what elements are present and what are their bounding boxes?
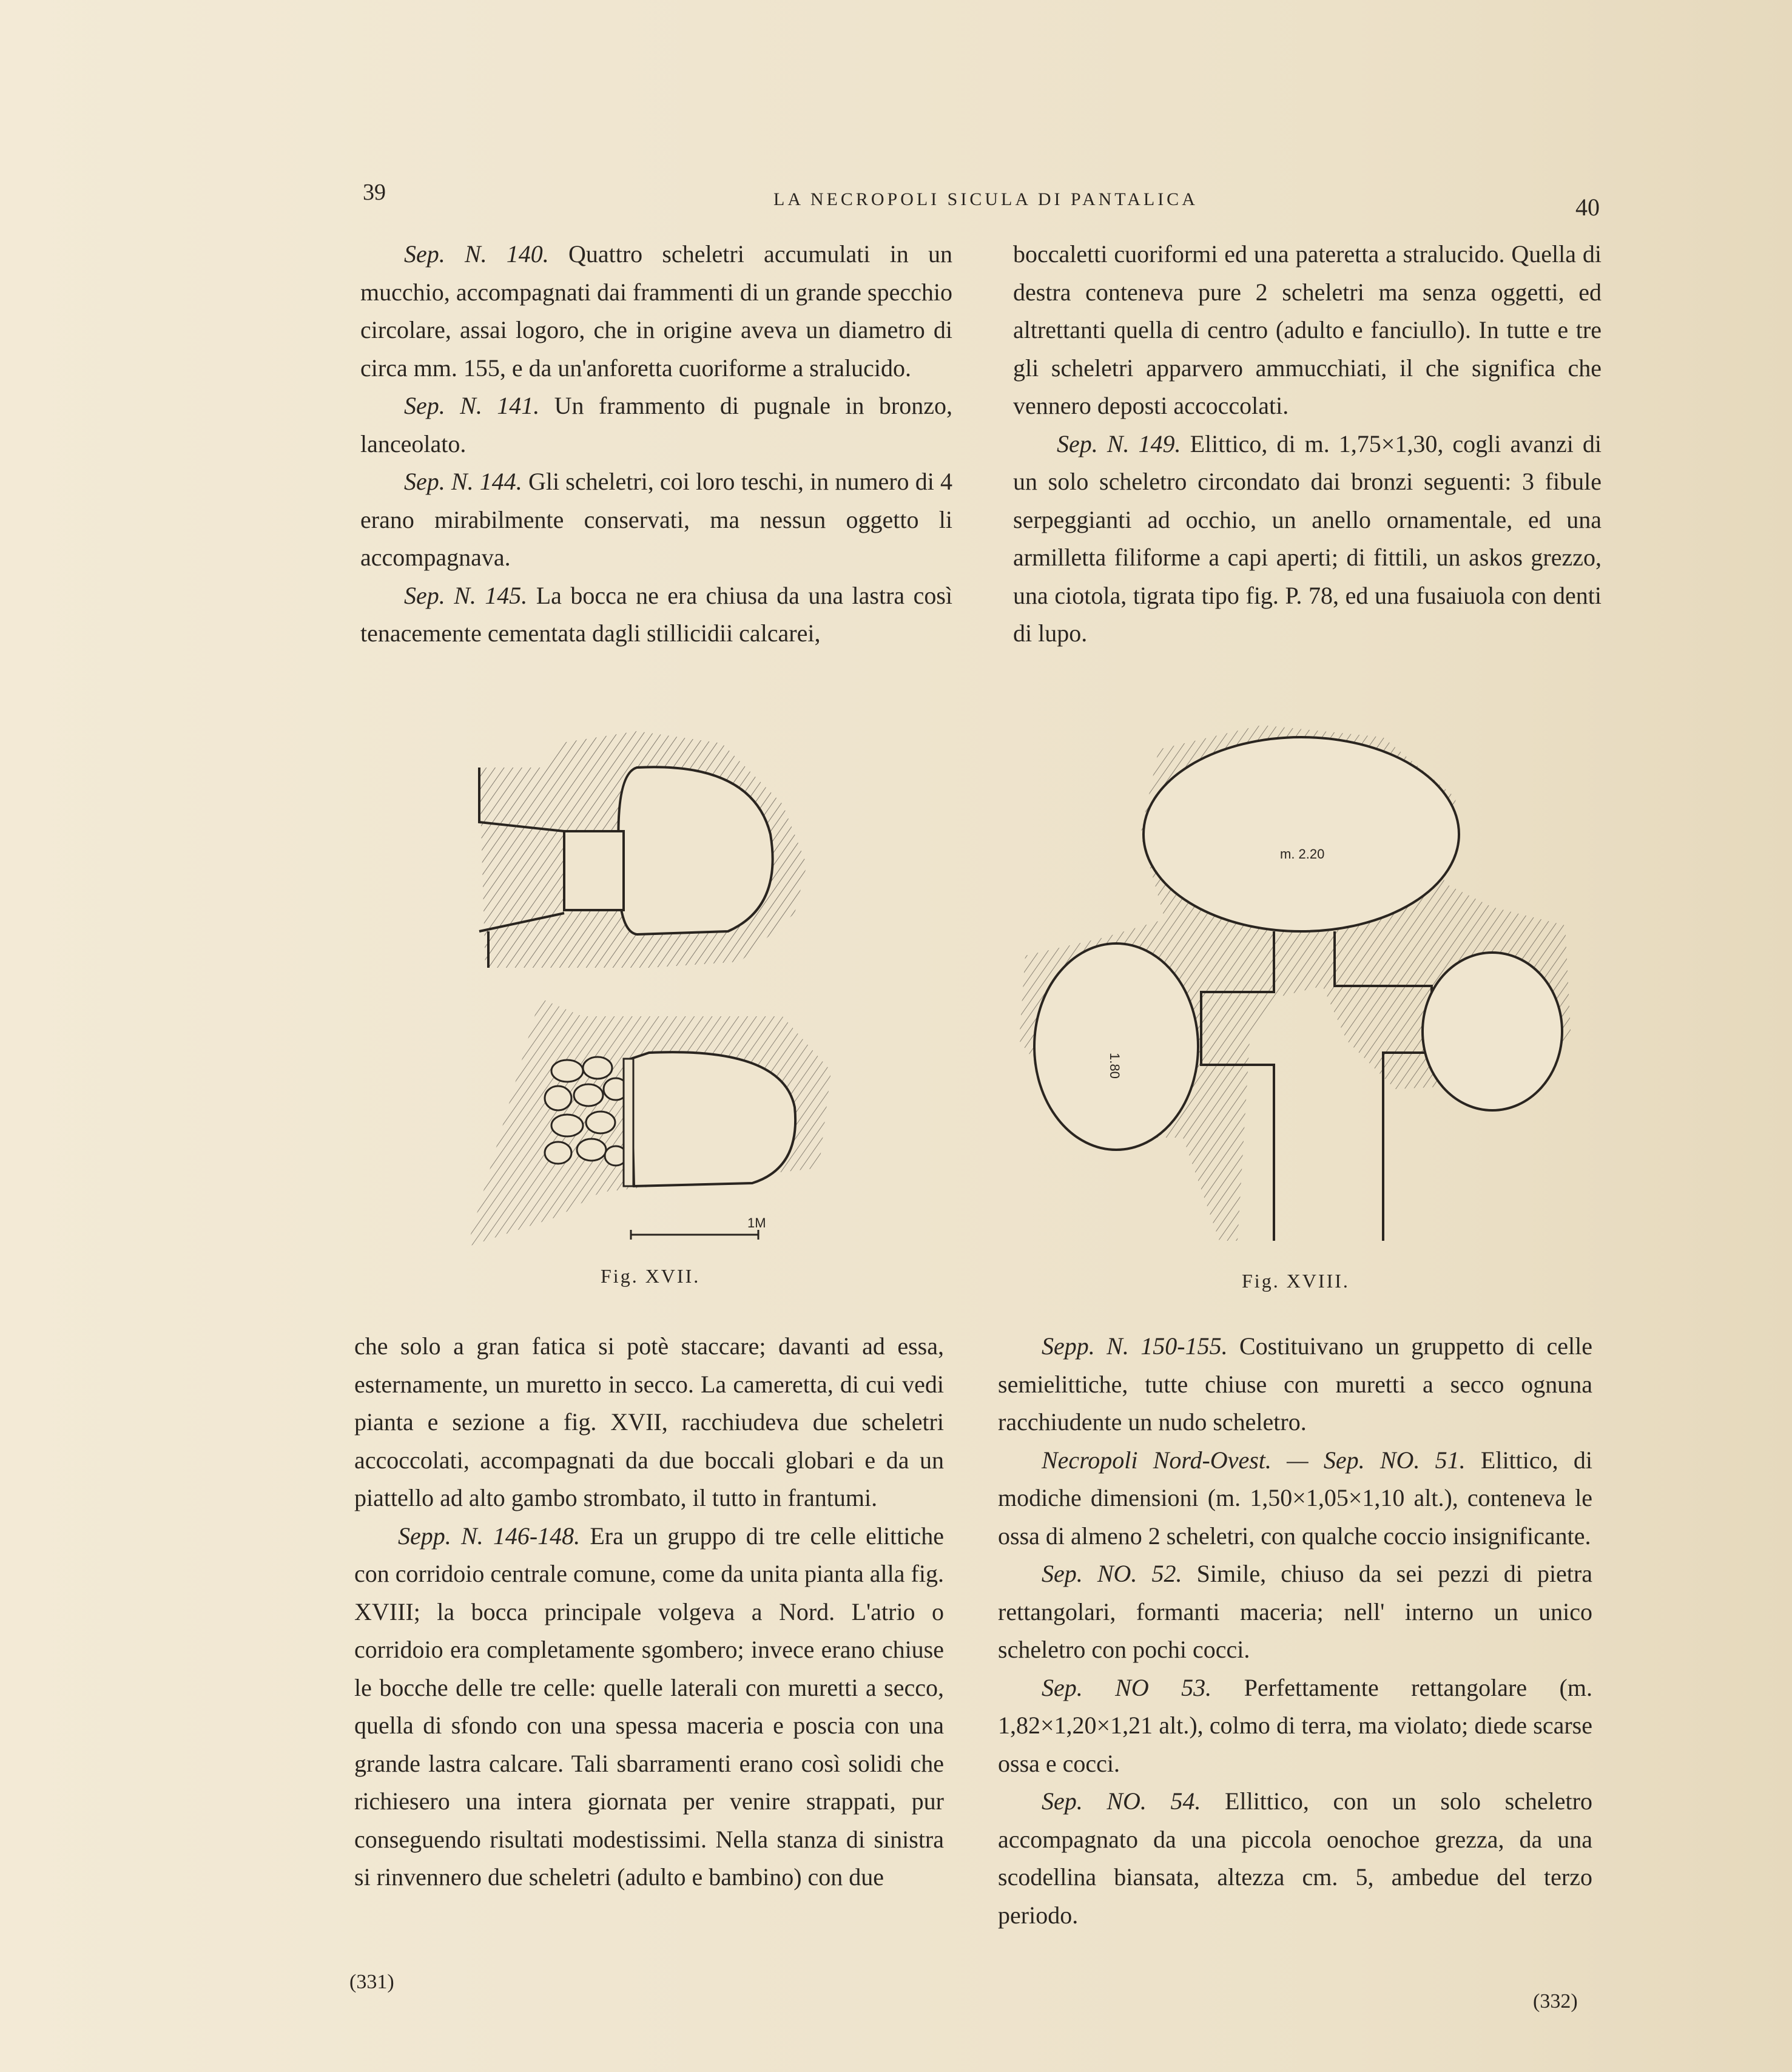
tomb-reference: Sepp. N. 150-155. <box>1042 1332 1228 1360</box>
scale-label: 1M <box>747 1215 766 1230</box>
paragraph: Sep. N. 144. Gli scheletri, coi loro teschi, in numero di 4 erano mirabilmente conservati, ma nessun oggetto li accompagnava. <box>360 468 952 571</box>
tomb-reference: Sep. NO. 52. <box>1042 1560 1182 1587</box>
paragraph: Sep. NO. 52. Simile, chiuso da sei pezzi di pietra rettangolari, formanti maceria; nell' interno un unico scheletro con pochi cocci. <box>998 1560 1592 1663</box>
paragraph: Sep. N. 141. Un frammento di pugnale in bronzo, lanceolato. <box>360 392 952 457</box>
tomb-reference: Sep. NO 53. <box>1042 1673 1212 1701</box>
page-number-left: 39 <box>363 180 386 205</box>
tomb-reference: Sep. N. 145. <box>404 581 528 609</box>
figure-xvii-caption: Fig. XVII. <box>601 1265 701 1287</box>
paragraph: Sep. NO. 54. Ellittico, con un solo scheletro accompagnato da una piccola oenochoe grezza, da una scodellina biansata, altezza cm. 5, ambedue del terzo periodo. <box>998 1787 1592 1929</box>
tomb-reference: Sep. NO. 54. <box>1042 1787 1201 1815</box>
text-column-bottom-left <box>354 1328 944 1897</box>
page-number-right: 40 <box>1575 194 1600 221</box>
paragraph: Sep. N. 145. La bocca ne era chiusa da una lastra così tenacemente cementata dagli stillicidii calcarei, <box>360 581 953 647</box>
tomb-reference: Sep. N. 149. <box>1057 430 1181 457</box>
tomb-reference: Sep. N. 144. <box>404 468 522 495</box>
paragraph: boccaletti cuoriformi ed una pateretta a stralucido. Quella di destra conteneva pure 2 scheletri ma senza oggetti, ed altrettanti quella di centro (adulto e fanciullo). In tutte e tre gli scheletri apparvero ammucchiati, il che significa che vennero deposti accoccolati. <box>1013 240 1602 419</box>
tomb-reference: Sepp. N. 146-148. <box>398 1522 581 1550</box>
paragraph: che solo a gran fatica si potè staccare; davanti ad essa, esternamente, un muretto in secco. La cameretta, di cui vedi pianta e sezione a fig. XVII, racchiudeva due scheletri accoccolati, accompagnati da due boccali globari e da un piattello ad alto gambo strombato, il tutto in frantumi. <box>354 1332 944 1511</box>
dimension-label-left: 1.80 <box>1107 1053 1122 1079</box>
folio-right: (332) <box>1533 1990 1578 2013</box>
text-column-bottom-right <box>998 1328 1592 1934</box>
paragraph: Sep. N. 140. Quattro scheletri accumulati in un mucchio, accompagnati dai frammenti di un grande specchio circolare, assai logoro, che in origine aveva un diametro di circa mm. 155, e da un'anforetta cuoriforme a stralucido. <box>360 240 952 382</box>
paragraph: Sepp. N. 146-148. Era un gruppo di tre celle elittiche con corridoio centrale comune, come da unita pianta alla fig. XVIII; la bocca principale volgeva a Nord. L'atrio o corridoio era completamente sgombero; invece erano chiuse le bocche delle tre celle: quelle laterali con muretti a secco, quella di sfondo con una spessa maceria e poscia con una grande lastra calcare. Tali sbarramenti erano così solidi che richiesero una intera giornata per venire strappati, pur conseguendo risultati modestissimi. Nella stanza di sinistra si rinvennero due scheletri (adulto e bambino) con due <box>354 1522 944 1891</box>
paragraph: Necropoli Nord-Ovest. — Sep. NO. 51. Elittico, di modiche dimensioni (m. 1,50×1,05×1,10 alt.), conteneva le ossa di almeno 2 scheletri, con qualche coccio insignificante. <box>998 1446 1592 1550</box>
paragraph: Sep. N. 149. Elittico, di m. 1,75×1,30, cogli avanzi di un solo scheletro circondato dai bronzi seguenti: 3 fibule serpeggianti ad occhio, un anello ornamentale, ed una armilletta filiforme a capi aperti; di fittili, un askos grezzo, una ciotola, tigrata tipo fig. P. 78, ed una fusaiuola con denti di lupo. <box>1013 430 1602 647</box>
paragraph: Sepp. N. 150-155. Costituivano un gruppetto di celle semielittiche, tutte chiuse con muretti a secco ognuna racchiudente un nudo scheletro. <box>998 1332 1592 1436</box>
figure-xviii-caption: Fig. XVIII. <box>1242 1270 1350 1292</box>
paragraph: Sep. NO 53. Perfettamente rettangolare (m. 1,82×1,20×1,21 alt.), colmo di terra, ma violato; diede scarse ossa e cocci. <box>998 1673 1592 1777</box>
figure-xvii-drawing <box>467 731 843 1253</box>
tomb-reference: Sep. N. 140. <box>404 240 549 268</box>
folio-left: (331) <box>349 1971 394 1993</box>
tomb-reference: Sep. N. 141. <box>404 392 540 419</box>
text-column-top-left <box>360 235 952 653</box>
running-title: LA NECROPOLI SICULA DI PANTALICA <box>773 189 1198 209</box>
figure-xviii-drawing <box>1019 725 1583 1247</box>
dimension-label-top: m. 2.20 <box>1280 846 1325 862</box>
text-column-top-right <box>1013 235 1602 653</box>
tomb-reference: Necropoli Nord-Ovest. — Sep. NO. 51. <box>1042 1446 1466 1474</box>
